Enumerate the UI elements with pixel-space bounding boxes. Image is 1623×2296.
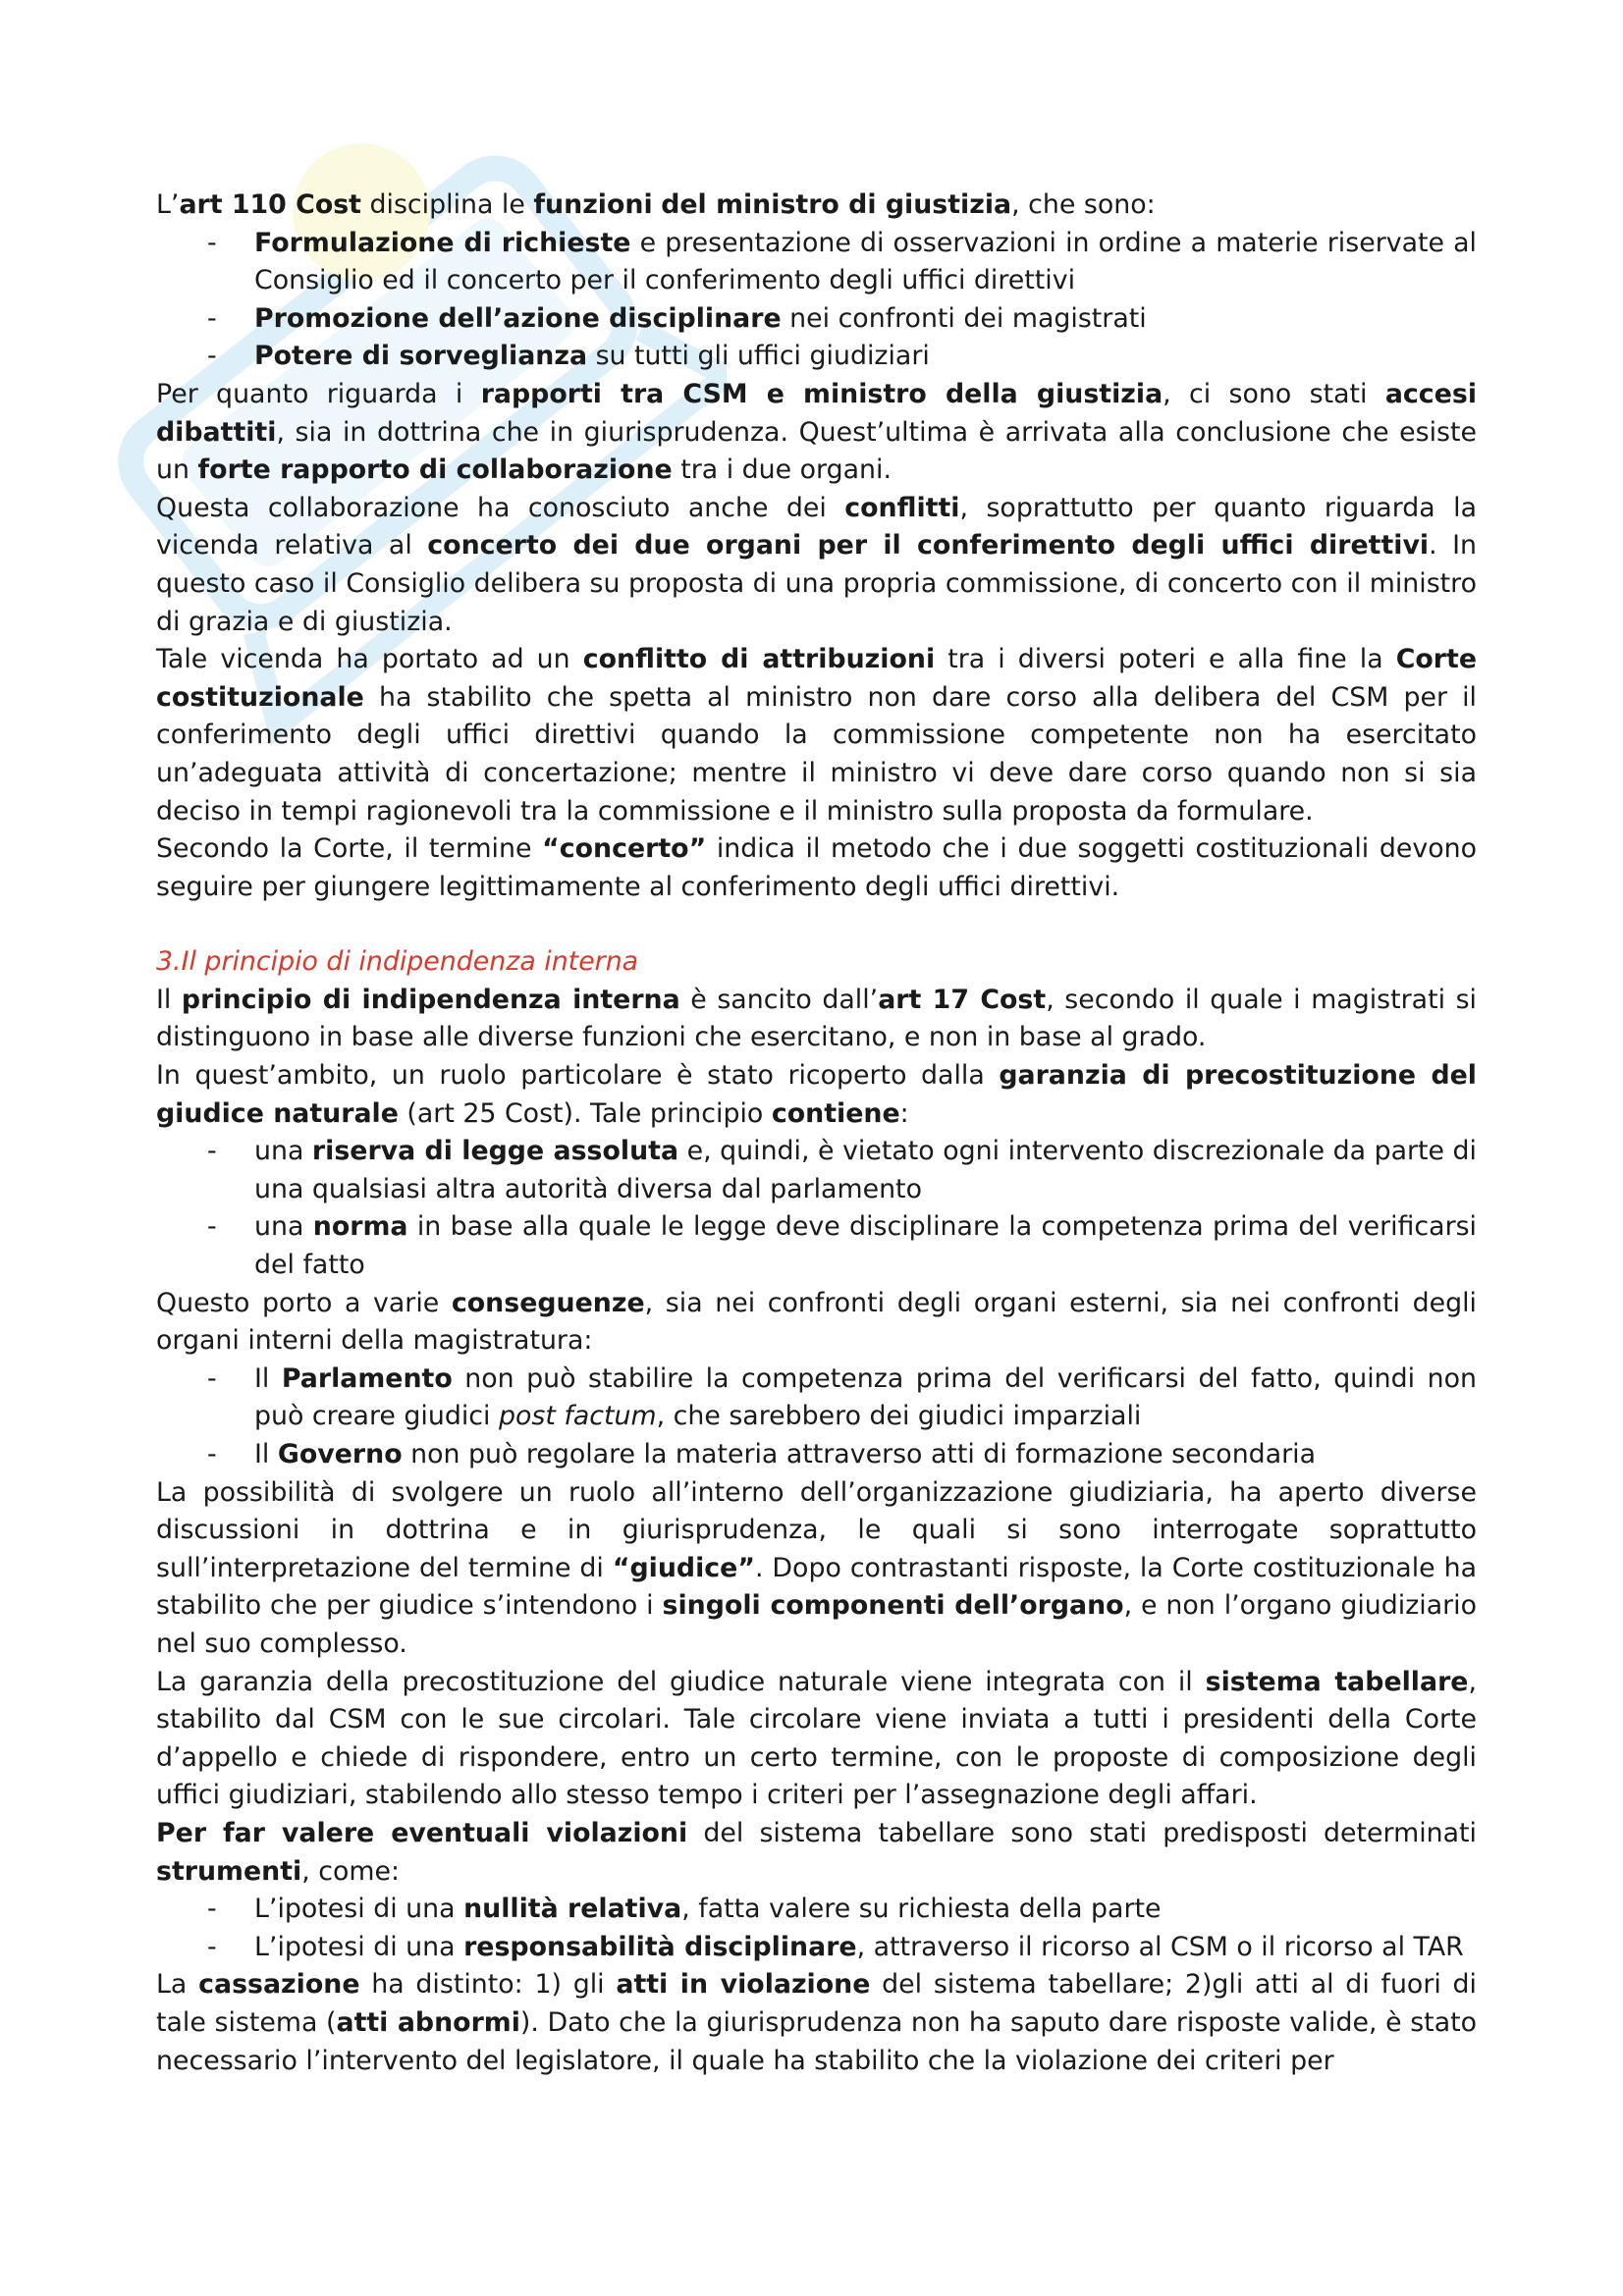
text-run: Il (254, 1439, 278, 1469)
text-run: indica il metodo che i due soggetti costituzionali devono seguire per giungere legittimamente al conferimento degli uffici direttivi. (156, 833, 1477, 902)
text-run: , attraverso il ricorso al CSM o il ricorso al TAR (856, 1931, 1464, 1962)
text-run: del ministro di giustizia (661, 189, 1012, 220)
text-run: , sia in dottrina che in giurisprudenza. Quest’ultima è arrivata alla conclusione che esiste un (156, 416, 1477, 486)
text-run: , sia nei confronti degli organi esterni, sia nei confronti degli organi interni della magistratura: (156, 1287, 1477, 1357)
paragraph (156, 641, 1477, 830)
text-run: una (254, 1211, 313, 1243)
text-run: principio di indipendenza interna (181, 984, 680, 1015)
text-run: responsabilità disciplinare (463, 1931, 857, 1962)
list-item (156, 225, 1477, 300)
text-run: forte rapporto di collaborazione (197, 454, 673, 486)
text-run: Il (156, 984, 182, 1015)
list-item (156, 1133, 1477, 1208)
text-run: strumenti (156, 1855, 302, 1887)
text-run: , come: (301, 1855, 401, 1887)
text-run: Il (254, 1362, 282, 1394)
text-run: Questa collaborazione ha conosciuto anche dei (156, 492, 845, 523)
text-run: rapporti tra CSM e ministro della giustizia (480, 378, 1163, 409)
paragraph (156, 1815, 1477, 1891)
text-run: . In questo caso il Consiglio delibera su proposta di una propria commissione, di concerto con il ministro di grazia e di giustizia. (156, 530, 1478, 637)
text-run: La garanzia della precostituzione del giudice naturale viene integrata con il (156, 1666, 1206, 1697)
text-run: In quest’ambito, un ruolo particolare è stato ricoperto dalla (156, 1060, 1000, 1092)
text-run: su tutti gli uffici giudiziari (587, 341, 930, 372)
paragraph (156, 187, 1477, 225)
text-run: 3.Il principio di indipendenza interna (156, 946, 639, 978)
text-run: (art 25 Cost). Tale principio (398, 1097, 772, 1129)
bullet-dash: - (207, 1439, 217, 1469)
text-run: ). Dato che la giurisprudenza non ha saputo dare risposte valide, è stato necessario l’intervento del legislatore, il quale ha stabilito che la violazione dei criteri per (156, 2006, 1478, 2076)
list-item (156, 300, 1477, 339)
list-item (156, 1929, 1477, 1967)
text-run: art 17 Cost (878, 984, 1047, 1015)
paragraph (156, 1285, 1477, 1361)
bullet-dash: - (207, 1931, 217, 1962)
text-run: Corte costituzionale (156, 644, 1477, 713)
text-run: Potere di sorveglianza (254, 341, 588, 372)
text-run: conflitto di attribuzioni (582, 644, 936, 675)
list-item (156, 338, 1477, 376)
paragraph (156, 1664, 1477, 1815)
text-run: Formulazione di richieste (254, 227, 631, 258)
document-body (156, 187, 1477, 2080)
text-run: post factum (499, 1401, 657, 1432)
text-run: Per quanto riguarda i (156, 378, 481, 409)
text-run: , soprattutto per quanto riguarda la vicenda relativa al (156, 492, 1477, 561)
text-run: tra i diversi poteri e alla fine la (935, 644, 1396, 675)
text-run: ha distinto: 1) gli (359, 1969, 617, 2001)
text-run: conseguenze (451, 1287, 645, 1318)
text-run: Promozione dell’azione disciplinare (254, 302, 782, 334)
text-run: Secondo la Corte, il termine (156, 833, 543, 865)
paragraph (156, 376, 1477, 490)
bullet-dash: - (207, 341, 217, 372)
text-run: è sancito dall’ (679, 984, 879, 1015)
list-item (156, 1208, 1477, 1284)
text-run: ha stabilito che spetta al ministro non dare corso alla delibera del CSM per il conferimento degli uffici direttivi quando la commissione competente non ha esercitato un’adeguata attività di concertazione; mentre il ministro vi deve dare corso quando non si sia deciso in tempi ragionevoli tra la commissione e il ministro sulla proposta da formulare. (156, 681, 1477, 827)
text-run: una (254, 1136, 312, 1167)
text-run: Governo (277, 1439, 403, 1469)
text-run: La (156, 1969, 199, 2001)
text-run: , secondo il quale i magistrati si distinguono in base alle diverse funzioni che esercitano, e non in base al grado. (156, 984, 1477, 1053)
paragraph (156, 1057, 1477, 1133)
text-run: : (899, 1097, 909, 1129)
text-run: L’ipotesi di una (254, 1894, 464, 1925)
list-item (156, 1361, 1477, 1436)
text-run: L’ (156, 189, 180, 220)
text-run: , che sarebbero dei giudici imparziali (656, 1401, 1142, 1432)
text-run: non può regolare la materia attraverso atti di formazione secondaria (402, 1439, 1316, 1469)
text-run: riserva di legge assoluta (311, 1136, 679, 1167)
paragraph (156, 1966, 1477, 2080)
paragraph (156, 1474, 1477, 1664)
text-run: contiene (771, 1097, 900, 1129)
text-run: funzioni (533, 189, 653, 220)
text-run: atti in violazione (616, 1969, 871, 2001)
paragraph (156, 982, 1477, 1057)
text-run (653, 189, 662, 220)
text-run: concerto dei due organi per il conferimento degli uffici direttivi (427, 530, 1430, 561)
text-run: sistema tabellare (1205, 1666, 1469, 1697)
bullet-dash: - (207, 1211, 217, 1243)
text-run: nullità relativa (463, 1894, 682, 1925)
text-run: atti abnormi (336, 2006, 520, 2038)
text-run: , che sono: (1011, 189, 1156, 220)
text-run: L’ipotesi di una (254, 1931, 464, 1962)
text-run: . Dopo contrastanti risposte, la Corte costituzionale ha stabilito che per giudice s’intendono i (156, 1552, 1477, 1622)
text-run: Questo porto a varie (156, 1287, 452, 1318)
text-run: del sistema tabellare; 2)gli atti al di fuori di tale sistema ( (156, 1969, 1477, 2038)
text-run: accesi dibattiti (156, 378, 1478, 448)
text-run: tra i due organi. (672, 454, 892, 486)
text-run: Per far valere eventuali violazioni (156, 1817, 688, 1848)
bullet-dash: - (207, 1136, 217, 1167)
text-run: disciplina le (361, 189, 534, 220)
text-run: , ci sono stati (1163, 378, 1385, 409)
text-run: del sistema tabellare sono stati predisposti determinati (687, 1817, 1477, 1848)
text-run: e, quindi, è vietato ogni intervento discrezionale da parte di una qualsiasi altra autorità diversa dal parlamento (254, 1136, 1478, 1204)
text-run: in base alla quale le legge deve disciplinare la competenza prima del verificarsi del fatto (254, 1211, 1477, 1281)
text-run: conflitti (844, 492, 960, 523)
text-run: La possibilità di svolgere un ruolo all’interno dell’organizzazione giudiziaria, ha aperto diverse discussioni in dottrina e in giurisprudenza, le quali si sono interrogate soprattutto sull’interpretazione del termine di (156, 1476, 1477, 1583)
text-run: norma (312, 1211, 408, 1243)
list-item (156, 1436, 1477, 1474)
text-run: “concerto” (542, 833, 707, 865)
list-item (156, 1891, 1477, 1929)
paragraph (156, 830, 1477, 906)
text-run: art 110 Cost (179, 189, 361, 220)
bullet-dash: - (207, 227, 217, 258)
text-run: , fatta valere su richiesta della parte (681, 1894, 1162, 1925)
text-run: e presentazione di osservazioni in ordine a materie riservate al Consiglio ed il concerto per il conferimento degli uffici direttivi (254, 227, 1477, 296)
bullet-dash: - (207, 302, 217, 334)
text-run: nei confronti dei magistrati (781, 302, 1147, 334)
bullet-dash: - (207, 1894, 217, 1925)
paragraph (156, 490, 1477, 641)
text-run: “giudice” (612, 1552, 755, 1583)
bullet-dash: - (207, 1362, 217, 1394)
text-run: Parlamento (281, 1362, 453, 1394)
text-run: Tale vicenda ha portato ad un (156, 644, 583, 675)
text-run: garanzia di precostituzione del giudice naturale (156, 1060, 1477, 1129)
text-run: cassazione (198, 1969, 360, 2001)
text-run: singoli componenti dell’organo (662, 1590, 1124, 1622)
text-run: , stabilito dal CSM con le sue circolari. Tale circolare viene inviata a tutti i presidenti della Corte d’appello e chiede di rispondere, entro un certo termine, con le proposte di composizione degli uffici giudiziari, stabilendo allo stesso tempo i criteri per l’assegnazione degli affari. (156, 1666, 1477, 1811)
text-run: non può stabilire la competenza prima del verificarsi del fatto, quindi non può creare giudici (254, 1362, 1477, 1432)
section-heading (156, 943, 1477, 982)
text-run: , e non l’organo giudiziario nel suo complesso. (156, 1590, 1477, 1659)
